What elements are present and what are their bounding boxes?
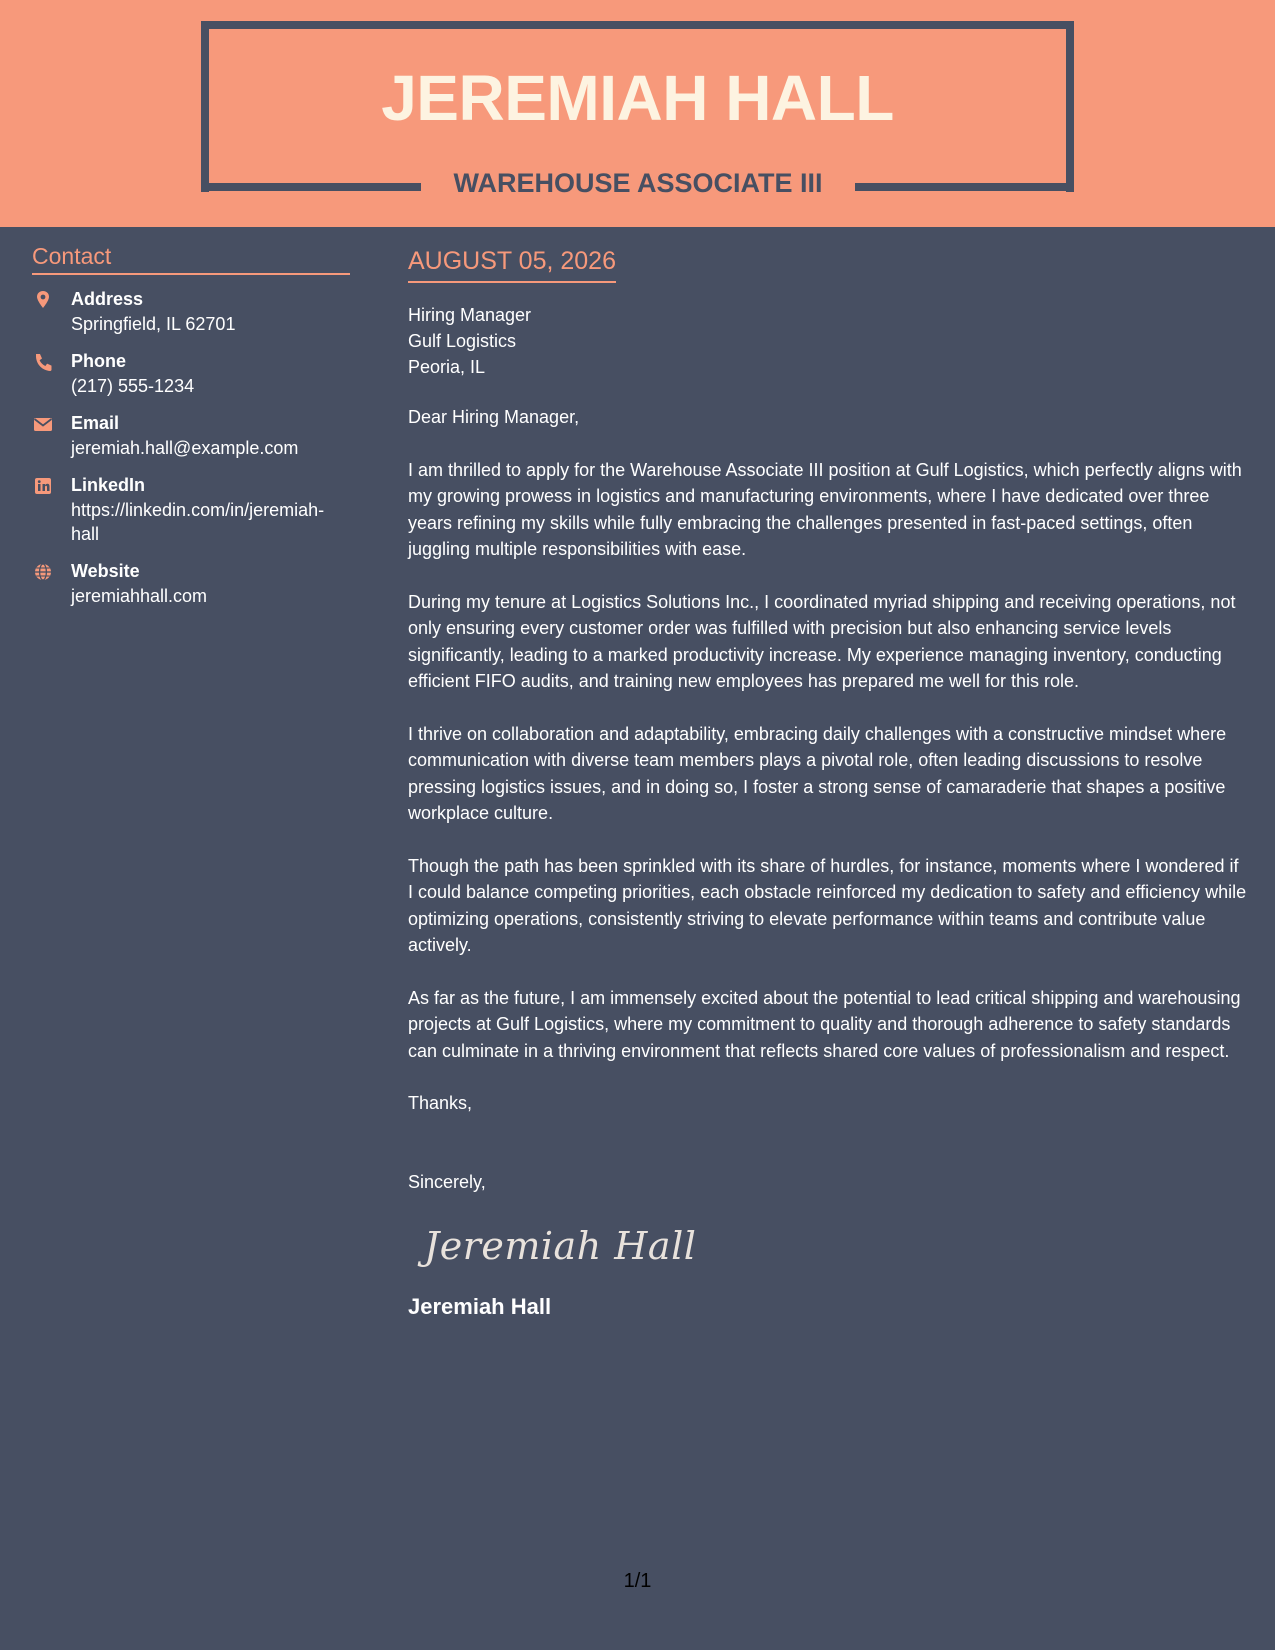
handwritten-signature: Jeremiah Hall	[424, 1224, 697, 1268]
contact-value: (217) 555-1234	[71, 376, 195, 396]
map-pin-icon	[32, 290, 54, 310]
contact-label: LinkedIn	[71, 475, 146, 495]
letter-paragraph: I am thrilled to apply for the Warehouse Associate III position at Gulf Logistics, which perfectly aligns with my growing prowess in logistics and manufacturing environments, where I have dedicated over three years refining my skills while fully embracing the challenges presented in fast-paced settings, often juggling multiple responsibilities with ease.	[408, 459, 1242, 559]
applicant-name: JEREMIAH HALL	[381, 62, 894, 134]
contact-label: Phone	[71, 351, 127, 371]
contact-item-website	[32, 559, 350, 608]
letter-paragraph: I thrive on collaboration and adaptability, embracing daily challenges with a constructive mindset where communication with diverse team members plays a pivotal role, often leading discussions to resolve pressing logistics issues, and in doing so, I foster a strong sense of camaraderie that shapes a positive workplace culture.	[408, 723, 1227, 823]
signer-name: Jeremiah Hall	[408, 1294, 552, 1319]
phone-icon	[32, 352, 54, 372]
closing-line: Sincerely,	[408, 1171, 486, 1192]
header-frame-bottom-left	[201, 183, 421, 191]
contact-item-address	[32, 287, 350, 336]
recipient-block	[408, 302, 1248, 380]
contact-value: https://linkedin.com/in/jeremiah-hall	[71, 500, 325, 544]
header-frame-bottom-right	[855, 183, 1074, 191]
letter-paragraph: During my tenure at Logistics Solutions Inc., I coordinated myriad shipping and receiving operations, not only ensuring every customer order was fulfilled with precision but also enhancing service levels significantly, leading to a marked productivity increase. My experience managing inventory, conducting efficient FIFO audits, and training new employees has prepared me well for this role.	[408, 591, 1236, 691]
page-number: 1/1	[623, 1570, 652, 1592]
header-banner	[0, 0, 1275, 227]
contact-item-linkedin	[32, 473, 350, 546]
envelope-icon	[32, 414, 54, 434]
globe-icon	[32, 562, 54, 582]
letter-body	[408, 246, 1248, 1321]
contact-label: Address	[71, 289, 144, 309]
contact-label: Email	[71, 413, 120, 433]
contact-heading: Contact	[32, 242, 350, 275]
contact-value: Springfield, IL 62701	[71, 314, 236, 334]
letter-paragraph: As far as the future, I am immensely excited about the potential to lead critical shipping and warehousing projects at Gulf Logistics, where my commitment to quality and thorough adherence to safety standards can culminate in a thriving environment that reflects shared core values of professionalism and respect.	[408, 987, 1241, 1061]
job-title: WAREHOUSE ASSOCIATE III	[453, 168, 823, 198]
contact-list	[32, 287, 350, 608]
linkedin-icon	[32, 476, 54, 496]
thanks-line: Thanks,	[408, 1093, 473, 1113]
letter-date: AUGUST 05, 2026	[408, 246, 616, 283]
contact-label: Website	[71, 561, 140, 581]
letter-paragraph: Though the path has been sprinkled with its share of hurdles, for instance, moments where I wondered if I could balance competing priorities, each obstacle reinforced my dedication to safety and efficiency while optimizing operations, consistently striving to elevate performance within teams and contribute value actively.	[408, 855, 1247, 955]
contact-value: jeremiah.hall@example.com	[71, 438, 299, 458]
salutation: Dear Hiring Manager,	[408, 407, 580, 427]
recipient-location: Peoria, IL	[408, 357, 486, 377]
recipient-company: Gulf Logistics	[408, 331, 517, 351]
recipient-name: Hiring Manager	[408, 305, 532, 325]
contact-value: jeremiahhall.com	[71, 586, 208, 606]
contact-item-email	[32, 411, 350, 460]
contact-sidebar	[32, 242, 350, 621]
contact-item-phone	[32, 349, 350, 398]
